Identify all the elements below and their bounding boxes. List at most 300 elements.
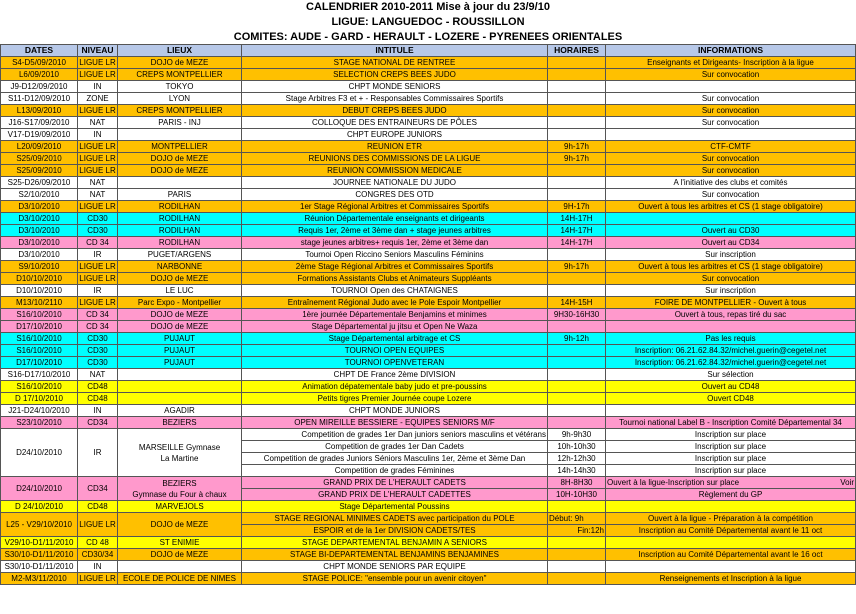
cell-date: V29/10-D1/11/2010 [1,537,78,549]
table-row [1,237,856,249]
cell-niveau: LIGUE LR [79,70,116,79]
cell-date: J9-D12/09/2010 [1,81,78,93]
cell-info: FOIRE DE MONTPELLIER - Ouvert à tous [606,297,856,309]
table-row [1,357,856,369]
lieu-line1: BEZIERS [162,478,197,488]
cell-niveau: IN [78,81,118,93]
calendar-rows [1,501,856,513]
table-row [1,417,856,429]
cell-intitule: Requis 1er, 2ème et 3ème dan + stage jeunes arbitres [242,225,548,237]
table-row [1,129,856,141]
cell-lieu: PUGET/ARGENS [118,249,242,261]
cell-intitule: Animation dépatementale baby judo et pre-poussins [242,381,548,393]
cell-intitule: CHPT DE France 2ème DIVISION [242,369,548,381]
calendar-table [0,44,856,585]
cell-niveau: CD48 [78,393,118,405]
table-row [1,177,856,189]
cell-niveau: NAT [78,189,118,201]
cell-lieu [118,429,242,477]
col-header-intitule: INTITULE [242,45,548,57]
cell-date: J21-D24/10/2010 [1,405,78,417]
block-beziers [1,477,856,501]
cell-niveau: IN [78,405,118,417]
table-row [1,285,856,297]
cell-horaire [548,69,606,81]
cell-intitule: 2ème Stage Régional Arbitres et Commissaires Sportifs [242,261,548,273]
table-row [1,573,856,585]
cell-horaire [548,249,606,261]
cell-intitule: 1er Stage Régional Arbitres et Commissaires Sportifs [242,201,548,213]
cell-horaire: Fin:12h [548,525,606,537]
cell-horaire: 9h-9h30 [548,429,606,441]
cell-horaire: 9h-12h [548,333,606,345]
cell-info: Ouvert CD48 [606,393,856,405]
cell-horaire [548,381,606,393]
cell-horaire: 9h-17h [548,141,606,153]
cell-date: D10/10/2010 [1,273,78,285]
cell-niveau: LIGUE LR [79,262,116,271]
col-header-informations: INFORMATIONS [606,45,856,57]
cell-intitule: Stage Départemental ju jitsu et Open Ne Waza [242,321,548,333]
cell-horaire [548,369,606,381]
cell-lieu: PUJAUT [118,357,242,369]
table-row [1,273,856,285]
header-committees: COMITES: AUDE - GARD - HERAULT - LOZERE - PYRENEES ORIENTALES [233,31,623,43]
cell-horaire: 9h-17h [548,153,606,165]
cell-intitule: CHPT MONDE SENIORS PAR EQUIPE [242,561,548,573]
cell-horaire [548,345,606,357]
table-row [1,117,856,129]
cell-niveau: CD30 [78,333,118,345]
cell-lieu: DOJO de MEZE [118,273,242,285]
cell-info [606,561,856,573]
cell-intitule: STAGE POLICE: "ensemble pour un avenir citoyen" [242,573,548,585]
cell-intitule: OPEN MIREILLE BESSIERE - EQUIPES SENIORS M/F [242,417,548,429]
cell-intitule: STAGE DEPARTEMENTAL BENJAMIN A SENIORS [242,537,548,549]
cell-horaire [548,81,606,93]
cell-intitule: Stage Arbitres F3 et + - Responsables Commissaires Sportifs [242,93,548,105]
cell-horaire [548,537,606,549]
table-row [1,501,856,513]
cell-niveau: LIGUE LR [78,513,118,537]
cell-horaire [548,129,606,141]
cell-intitule: SELECTION CREPS BEES JUDO [242,69,548,81]
cell-lieu: LE LUC [118,285,242,297]
cell-intitule: STAGE REGIONAL MINIMES CADETS avec participation du POLE [242,513,548,525]
cell-lieu: RODILHAN [118,225,242,237]
cell-niveau: IN [78,129,118,141]
cell-date: L6/09/2010 [1,69,78,81]
cell-lieu [118,381,242,393]
cell-niveau: IR [78,249,118,261]
cell-info: CTF-CMTF [606,141,856,153]
cell-intitule: Réunion Départementale enseignants et dirigeants [242,213,548,225]
cell-date: D17/10/2010 [1,357,78,369]
cell-niveau: NAT [78,369,118,381]
info-voir-link[interactable]: Voir [840,478,854,487]
cell-date: M13/10/2110 [1,297,78,309]
cell-info [606,537,856,549]
table-row [1,381,856,393]
cell-info: Inscription: 06.21.62.84.32/michel.guerin@cegetel.net [606,345,856,357]
cell-lieu [118,393,242,405]
col-header-horaires: HORAIRES [548,45,606,57]
cell-horaire: 8H-8H30 [548,477,606,489]
cell-niveau: NAT [78,117,118,129]
block-l25 [1,513,856,537]
cell-lieu: DOJO de MEZE [118,309,242,321]
table-row [1,321,856,333]
cell-niveau: CD48 [78,501,118,513]
cell-date: D17/10/2010 [1,321,78,333]
cell-info: Ouvert au CD30 [606,225,856,237]
cell-horaire: 14H-17H [548,213,606,225]
cell-info: Ouvert à la ligue - Préparation à la compétition [606,513,856,525]
cell-horaire: 9h-17h [548,261,606,273]
cell-intitule: 1ère journée Départementale Benjamins et minimes [242,309,548,321]
table-row [1,393,856,405]
cell-info: Sur convocation [606,93,856,105]
cell-lieu: DOJO de MEZE [118,57,242,69]
cell-intitule: GRAND PRIX DE L'HERAULT CADETS [242,477,548,489]
table-row [1,261,856,273]
cell-date: D3/10/2010 [1,249,78,261]
table-row [1,297,856,309]
table-row [1,201,856,213]
cell-intitule: TOURNOI Open des CHATAIGNES [242,285,548,297]
cell-niveau: CD 34 [78,309,118,321]
cell-niveau: LIGUE LR [79,166,116,175]
cell-lieu: CREPS MONTPELLIER [118,69,242,81]
cell-lieu: DOJO de MEZE [118,165,242,177]
cell-info: Sur convocation [606,117,856,129]
cell-info [606,405,856,417]
table-row [1,225,856,237]
cell-intitule: STAGE NATIONAL DE RENTREE [242,57,548,69]
cell-intitule: CHPT MONDE JUNIORS [242,405,548,417]
cell-horaire [548,57,606,69]
cell-date: S25-D26/09/2010 [1,177,78,189]
cell-lieu: PARIS [118,189,242,201]
cell-horaire: 10H-10H30 [548,489,606,501]
cell-intitule: Competition de grades 1er Dan juniors seniors masculins et vétérans [242,429,548,441]
cell-intitule: CHPT EUROPE JUNIORS [242,129,548,141]
cell-info: Sur convocation [606,153,856,165]
cell-info: Tournoi national Label B - Inscription Comité Départemental 34 [606,417,856,429]
cell-info: Sur sélection [606,369,856,381]
cell-info [606,81,856,93]
cell-date: S4-D5/09/2010 [1,57,78,69]
cell-date: L25 - V29/10/2010 [1,513,78,537]
calendar-rows [1,537,856,585]
cell-date: D3/10/2010 [1,237,78,249]
cell-info [606,129,856,141]
cell-niveau: CD34 [78,477,118,501]
cell-info: Inscription au Comité Départemental avant le 11 oct [606,525,856,537]
cell-date: L20/09/2010 [1,141,78,153]
cell-date: S16-D17/10/2010 [1,369,78,381]
cell-niveau: CD30 [78,225,118,237]
sheet-header [0,0,856,45]
lieu-line2: Gymnase du Four à chaux [132,489,227,499]
cell-date: S25/09/2010 [1,153,78,165]
cell-lieu: RODILHAN [118,201,242,213]
cell-lieu [118,129,242,141]
table-row [1,81,856,93]
lieu-line1: MARSEILLE Gymnase [138,442,221,452]
cell-horaire [548,177,606,189]
table-row [1,549,856,561]
table-row [1,405,856,417]
cell-horaire [548,549,606,561]
cell-lieu [118,177,242,189]
cell-info: Inscription: 06.21.62.84.32/michel.guerin@cegetel.net [606,357,856,369]
cell-horaire [548,405,606,417]
cell-lieu: PUJAUT [118,333,242,345]
cell-date: S16/10/2010 [1,345,78,357]
header-league: LIGUE: LANGUEDOC - ROUSSILLON [331,16,525,28]
cell-date: S11-D12/09/2010 [1,93,78,105]
cell-intitule: REUNIONS DES COMMISSIONS DE LA LIGUE [242,153,548,165]
cell-date: J16-S17/09/2010 [1,117,78,129]
cell-date: D3/10/2010 [1,213,78,225]
cell-info: Inscription sur place [606,441,856,453]
cell-lieu: TOKYO [118,81,242,93]
cell-date: S25/09/2010 [1,165,78,177]
cell-niveau: CD30 [78,357,118,369]
cell-intitule: COLLOQUE DES ENTRAINEURS DE PÔLES [242,117,548,129]
cell-horaire [548,357,606,369]
cell-info: Renseignements et Inscription à la ligue [606,573,856,585]
cell-intitule: Stage Départemental arbitrage et CS [242,333,548,345]
cell-intitule: TOURNOI OPENVETERAN [242,357,548,369]
cell-intitule: REUNION ETR [242,141,548,153]
cell-info [606,501,856,513]
cell-info: Inscription sur place [606,429,856,441]
cell-niveau: LIGUE LR [79,58,116,67]
cell-info: Inscription sur place [606,465,856,477]
cell-date: M2-M3/11/2010 [1,573,78,585]
cell-info [606,213,856,225]
cell-intitule: Competition de grades Féminines [242,465,548,477]
cell-intitule: Competition de grades 1er Dan Cadets [242,441,548,453]
cell-date: D24/10/2010 [1,429,78,477]
cell-info: Ouvert à tous les arbitres et CS (1 stage obligatoire) [606,201,856,213]
cell-info: Ouvert à tous les arbitres et CS (1 stage obligatoire) [606,261,856,273]
header-title: CALENDRIER 2010-2011 Mise à jour du 23/9/10 [306,1,550,13]
cell-info: Sur convocation [606,189,856,201]
cell-intitule: ESPOIR et de la 1er DIVISION CADETS/TES [242,525,548,537]
cell-horaire [548,321,606,333]
cell-horaire [548,285,606,297]
cell-niveau: LIGUE LR [79,274,116,283]
cell-lieu: DOJO de MEZE [118,513,242,537]
cell-info: Pas les requis [606,333,856,345]
cell-intitule: stage jeunes arbitres+ requis 1er, 2ème et 3ème dan [242,237,548,249]
cell-niveau: IR [78,285,118,297]
cell-lieu: ECOLE DE POLICE DE NIMES [118,573,242,585]
table-row [1,561,856,573]
cell-intitule: DEBUT CREPS BEES JUDO [242,105,548,117]
cell-lieu: DOJO de MEZE [118,321,242,333]
cell-intitule: Stage Départemental Poussins [242,501,548,513]
cell-horaire [548,189,606,201]
cell-intitule: CONGRES DES OTD [242,189,548,201]
cell-date: S30/10-D1/11/2010 [1,561,78,573]
cell-lieu: BEZIERS [118,417,242,429]
table-row [1,213,856,225]
cell-niveau: ZONE [78,93,118,105]
cell-date: S30/10-D1/11/2010 [1,549,78,561]
table-row [1,537,856,549]
lieu-line2: La Martine [160,453,199,463]
cell-horaire: 12h-12h30 [548,453,606,465]
cell-niveau: LIGUE LR [79,298,116,307]
col-header-lieux: LIEUX [118,45,242,57]
cell-horaire: 9H30-16H30 [548,309,606,321]
cell-lieu: PARIS - INJ [118,117,242,129]
cell-date: D3/10/2010 [1,225,78,237]
cell-intitule: Competition de grades Juniors Séniors Masculins 1er, 2ème et 3ème Dan [242,453,548,465]
cell-horaire: 14h-14h30 [548,465,606,477]
cell-info: Ouvert à tous, repas tiré du sac [606,309,856,321]
cell-horaire: 9H-17h [548,201,606,213]
cell-horaire [548,417,606,429]
table-row [1,105,856,117]
cell-horaire [548,501,606,513]
cell-intitule: STAGE BI-DEPARTEMENTAL BENJAMINS BENJAMINES [242,549,548,561]
cell-niveau: LIGUE LR [79,142,116,151]
cell-info: Sur convocation [606,69,856,81]
cell-intitule: CHPT MONDE SENIORS [242,81,548,93]
cell-info: Inscription au Comité Départemental avant le 16 oct [606,549,856,561]
cell-date: V17-D19/09/2010 [1,129,78,141]
cell-niveau: LIGUE LR [79,202,116,211]
cell-lieu: Parc Expo - Montpellier [118,297,242,309]
table-row [1,153,856,165]
cell-info: Sur inscription [606,249,856,261]
table-row [1,69,856,81]
cell-niveau: CD48 [78,381,118,393]
cell-horaire [548,105,606,117]
cell-info: Sur inscription [606,285,856,297]
cell-date: S16/10/2010 [1,309,78,321]
cell-niveau: CD30/34 [78,549,118,561]
cell-niveau: LIGUE LR [79,106,116,115]
cell-lieu: CREPS MONTPELLIER [118,105,242,117]
cell-date: D 17/10/2010 [1,393,78,405]
cell-niveau: IR [78,429,118,477]
cell-date: S16/10/2010 [1,381,78,393]
cell-intitule: TOURNOI OPEN EQUIPES [242,345,548,357]
cell-lieu [118,369,242,381]
cell-info: Enseignants et Dirigeants- Inscription à la ligue [606,57,856,69]
cell-intitule: Entraînement Régional Judo avec le Pole Espoir Montpellier [242,297,548,309]
cell-lieu: DOJO de MEZE [118,153,242,165]
cell-horaire: 14H-17H [548,225,606,237]
info-text: Ouvert à la ligue-Inscription sur place [607,478,740,487]
cell-intitule: Tournoi Open Riccino Seniors Masculins Féminins [242,249,548,261]
cell-lieu: DOJO de MEZE [118,549,242,561]
table-row [1,333,856,345]
cell-horaire: 14H-17H [548,237,606,249]
table-row [1,57,856,69]
cell-lieu [118,477,242,501]
cell-intitule: JOURNEE NATIONALE DU JUDO [242,177,548,189]
cell-info: Sur convocation [606,105,856,117]
cell-lieu: NARBONNE [118,261,242,273]
col-header-dates: DATES [1,45,78,57]
cell-niveau: CD34 [78,417,118,429]
table-row [1,189,856,201]
cell-horaire: Début: 9h [548,513,606,525]
cell-info: Ouvert au CD48 [606,381,856,393]
cell-date: S16/10/2010 [1,333,78,345]
cell-lieu: ST ENIMIE [118,537,242,549]
block-marseille [1,429,856,477]
col-header-niveau: NIVEAU [78,45,118,57]
cell-intitule: Formations Assistants Clubs et Animateurs Suppléants [242,273,548,285]
cell-info: Sur convocation [606,165,856,177]
cell-lieu: AGADIR [118,405,242,417]
cell-date: D24/10/2010 [1,477,78,501]
cell-niveau: CD 34 [78,321,118,333]
cell-horaire [548,117,606,129]
cell-horaire: 10h-10h30 [548,441,606,453]
cell-intitule: GRAND PRIX DE L'HERAULT CADETTES [242,489,548,501]
cell-lieu [118,561,242,573]
cell-info: Sur convocation [606,273,856,285]
cell-lieu: RODILHAN [118,213,242,225]
cell-horaire: 14H-15H [548,297,606,309]
table-row [1,249,856,261]
cell-info [606,477,856,489]
table-row [1,141,856,153]
cell-niveau: CD30 [78,345,118,357]
cell-info: Inscription sur place [606,453,856,465]
calendar-rows [1,57,856,429]
table-row [1,309,856,321]
cell-niveau: NAT [78,177,118,189]
cell-intitule: REUNION COMMISSION MEDICALE [242,165,548,177]
cell-date: S2/10/2010 [1,189,78,201]
cell-horaire [548,93,606,105]
cell-lieu: MARVEJOLS [118,501,242,513]
table-row [1,345,856,357]
cell-date: D 24/10/2010 [1,501,78,513]
cell-lieu: LYON [118,93,242,105]
cell-niveau: CD 34 [78,237,118,249]
cell-niveau: CD30 [78,213,118,225]
cell-info [606,321,856,333]
cell-niveau: CD 48 [78,537,118,549]
cell-niveau: IN [78,561,118,573]
cell-horaire [548,165,606,177]
cell-horaire [548,561,606,573]
cell-horaire [548,273,606,285]
cell-date: S9/10/2010 [1,261,78,273]
cell-niveau: LIGUE LR [79,574,116,583]
cell-info: Ouvert au CD34 [606,237,856,249]
cell-intitule: Petits tigres Premier Journée coupe Lozere [242,393,548,405]
table-row [1,165,856,177]
cell-info: Règlement du GP [606,489,856,501]
table-row [1,93,856,105]
cell-date: S23/10/2010 [1,417,78,429]
cell-lieu: PUJAUT [118,345,242,357]
table-row [1,369,856,381]
cell-horaire [548,573,606,585]
